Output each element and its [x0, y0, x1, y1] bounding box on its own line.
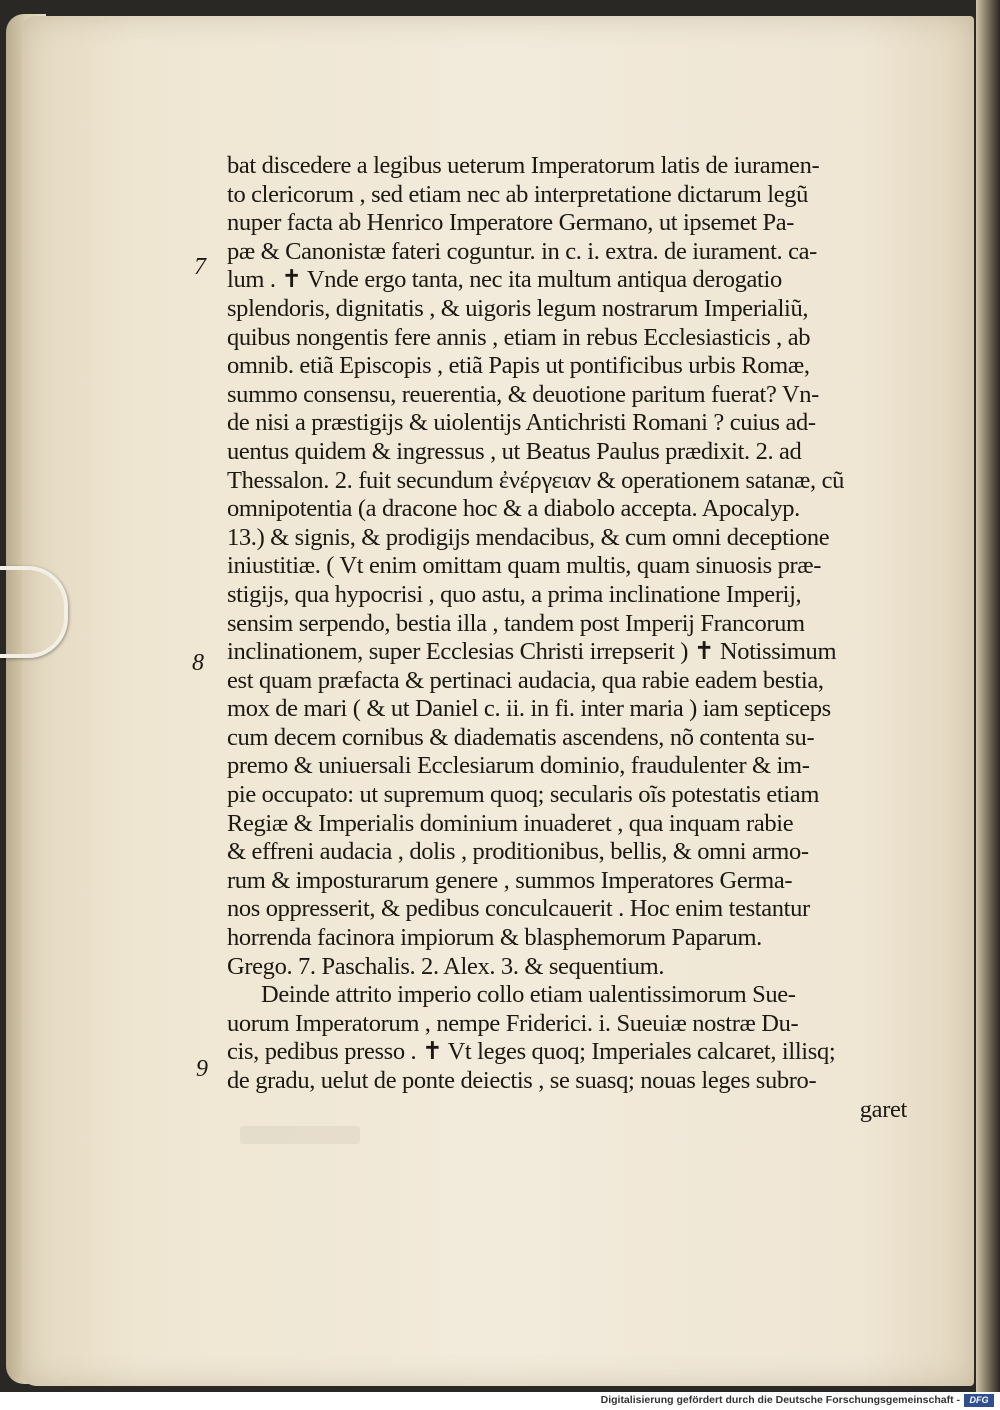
text-line: omnib. etiã Episcopis , etiã Papis ut pontificibus urbis Romæ,	[227, 352, 810, 380]
page-clip	[0, 566, 68, 658]
text-line: Grego. 7. Paschalis. 2. Alex. 3. & sequentium.	[227, 952, 665, 980]
footer-credit: Digitalisierung gefördert durch die Deutsche Forschungsgemeinschaft -	[600, 1394, 960, 1406]
text-line: rum & imposturarum genere , summos Imperatores Germa-	[227, 866, 793, 894]
text-line: inclinationem, super Ecclesias Christi irrepserit ) ✝ Notissimum	[227, 638, 837, 666]
text-line: est quam præfacta & pertinaci audacia, qua rabie eadem bestia,	[227, 666, 824, 694]
text-line: cis, pedibus presso . ✝ Vt leges quoq; Imperiales calcaret, illisq;	[227, 1038, 836, 1066]
text-line: nuper facta ab Henrico Imperatore Germano, ut ipsemet Pa-	[227, 209, 795, 237]
text-line: horrenda facinora impiorum & blasphemorum Paparum.	[227, 924, 762, 952]
text-line: uentus quidem & ingressus , ut Beatus Paulus prædixit. 2. ad	[227, 437, 802, 465]
text-line: Thessalon. 2. fuit secundum ἐνέργειαν & operationem satanæ, cũ	[227, 466, 845, 494]
paragraph-start-line: Deinde attrito imperio collo etiam ualentissimorum Sue-	[261, 981, 796, 1009]
text-line: 13.) & signis, & prodigijs mendacibus, & cum omni deceptione	[227, 523, 830, 551]
text-line: lum . ✝ Vnde ergo tanta, nec ita multum antiqua derogatio	[227, 266, 782, 294]
text-line: mox de mari ( & ut Daniel c. ii. in fi. inter maria ) iam septiceps	[227, 695, 831, 723]
text-line: quibus nongentis fere annis , etiam in rebus Ecclesiasticis , ab	[227, 323, 811, 351]
text-line: pæ & Canonistæ fateri coguntur. in c. i. extra. de iurament. ca-	[227, 237, 817, 265]
text-line: & effreni audacia , dolis , proditionibus, bellis, & omni armo-	[227, 838, 809, 866]
bleed-through-mark	[240, 1126, 360, 1144]
catchword: garet	[859, 1095, 907, 1123]
text-line: pie occupato: ut supremum quoq; secularis oĩs potestatis etiam	[227, 781, 820, 809]
margin-number-8: 8	[192, 650, 204, 676]
text-line: Regiæ & Imperialis dominium inuaderet , qua inquam rabie	[227, 809, 794, 837]
text-line: cum decem cornibus & diadematis ascendens, nõ contenta su-	[227, 723, 815, 751]
text-line: uorum Imperatorum , nempe Friderici. i. Sueuiæ nostræ Du-	[227, 1009, 799, 1037]
text-line: premo & uniuersali Ecclesiarum dominio, fraudulenter & im-	[227, 752, 810, 780]
text-line: de gradu, uelut de ponte deiectis , se suasq; nouas leges subro-	[227, 1067, 817, 1094]
text-line: to clericorum , sed etiam nec ab interpretatione dictarum legũ	[227, 180, 809, 208]
text-line: omnipotentia (a dracone hoc & a diabolo accepta. Apocalyp.	[227, 495, 800, 523]
text-line: summo consensu, reuerentia, & deuotione paritum fuerat? Vn-	[227, 380, 819, 408]
text-line: stigijs, qua hypocrisi , quo astu, a prima inclinatione Imperij,	[227, 580, 802, 608]
text-line: sensim serpendo, bestia illa , tandem post Imperij Francorum	[227, 609, 805, 637]
book-spine-shadow	[976, 0, 1000, 1392]
text-line: splendoris, dignitatis , & uigoris legum nostrarum Imperialiũ,	[227, 294, 809, 322]
footer-bar	[0, 1392, 1000, 1410]
text-line: bat discedere a legibus ueterum Imperatorum latis de iuramen-	[227, 152, 820, 179]
margin-number-9: 9	[196, 1056, 208, 1082]
body-text	[227, 152, 907, 1124]
text-line: iniustitiæ. ( Vt enim omittam quam multis, quam sinuosis præ-	[227, 552, 822, 580]
margin-number-7: 7	[194, 254, 206, 280]
text-line: nos oppresserit, & pedibus conculcauerit . Hoc enim testantur	[227, 895, 810, 923]
text-line: de nisi a præstigijs & uiolentijs Antichristi Romani ? cuius ad-	[227, 409, 816, 437]
dfg-logo-icon: DFG	[964, 1394, 994, 1407]
